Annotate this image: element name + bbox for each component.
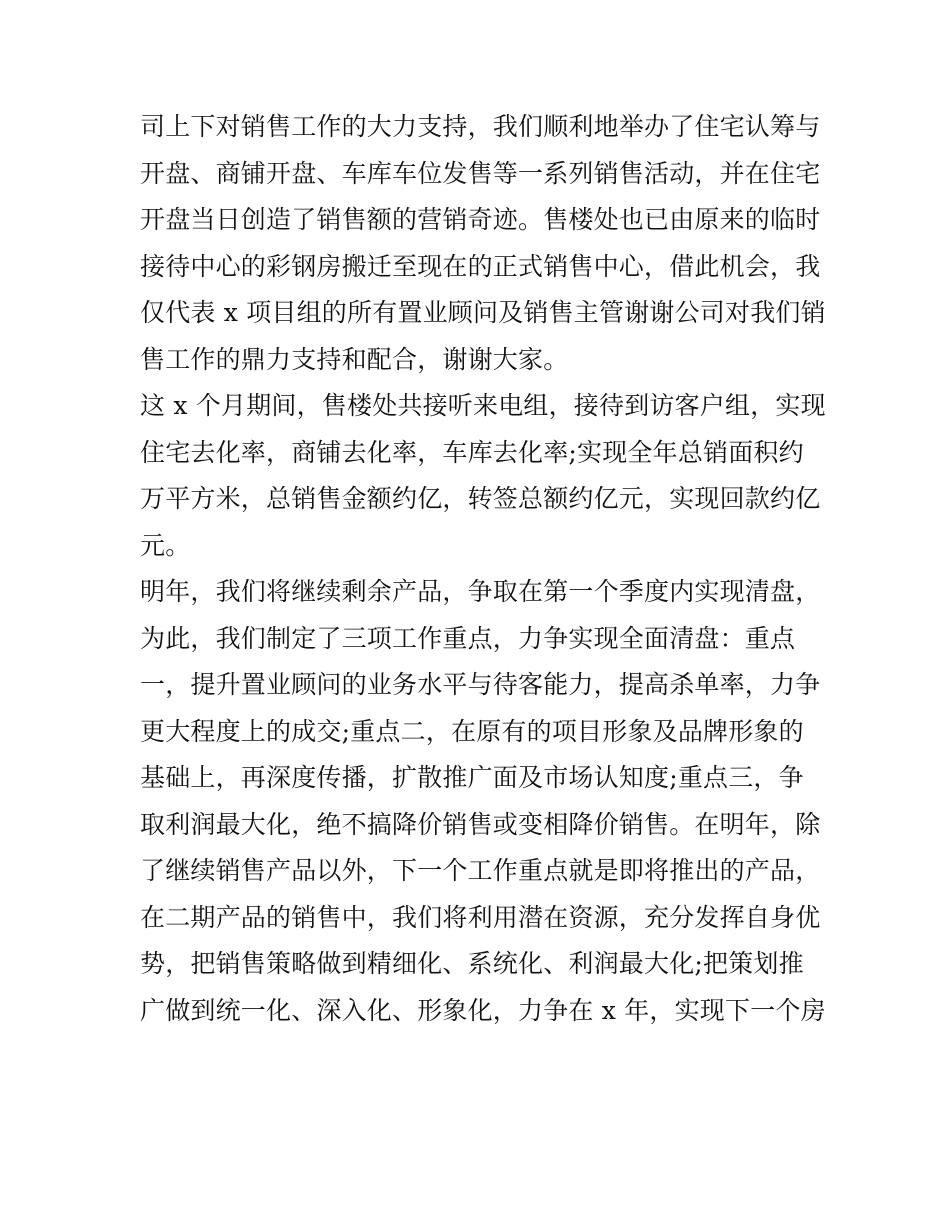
text-line: 万平方米，总销售金额约亿，转签总额约亿元，实现回款约亿: [140, 484, 821, 513]
text-line: 售工作的鼎力支持和配合，谢谢大家。: [140, 344, 569, 374]
text-line: 势，把销售策略做到精细化、系统化、利润最大化;把策划推: [140, 949, 804, 978]
text-line: 了继续销售产品以外，下一个工作重点就是即将推出的产品，: [140, 856, 821, 885]
text-line: 基础上，再深度传播，扩散推广面及市场认知度;重点三，争: [140, 763, 804, 792]
text-line: 接待中心的彩钢房搬迁至现在的正式销售中心，借此机会，我: [140, 251, 821, 281]
text-line: 元。: [140, 530, 191, 560]
text-line: 为此，我们制定了三项工作重点，力争实现全面清盘：重点: [140, 623, 796, 653]
text-line: 更大程度上的成交;重点二，在原有的项目形象及品牌形象的: [140, 716, 804, 746]
text-line: 开盘、商铺开盘、车库车位发售等一系列销售活动，并在住宅: [140, 158, 821, 188]
text-line: 广做到统一化、深入化、形象化，力争在 x 年，实现下一个房: [140, 995, 826, 1025]
text-line: 取利润最大化，绝不搞降价销售或变相降价销售。在明年，除: [140, 809, 821, 839]
text-line: 仅代表 x 项目组的所有置业顾问及销售主管谢谢公司对我们销: [140, 298, 826, 327]
text-line: 这 x 个月期间，售楼处共接听来电组，接待到访客户组，实现: [140, 391, 826, 420]
text-line: 住宅去化率，商铺去化率，车库去化率;实现全年总销面积约: [140, 437, 804, 467]
body-text: [140, 104, 826, 1034]
text-line: 明年，我们将继续剩余产品，争取在第一个季度内实现清盘，: [140, 577, 821, 606]
text-line: 司上下对销售工作的大力支持，我们顺利地举办了住宅认筹与: [140, 112, 821, 141]
text-line: 在二期产品的销售中，我们将利用潜在资源，充分发挥自身优: [140, 902, 821, 932]
text-line: 一，提升置业顾问的业务水平与待客能力，提高杀单率，力争: [140, 670, 821, 699]
text-line: 开盘当日创造了销售额的营销奇迹。售楼处也已由原来的临时: [140, 205, 821, 234]
